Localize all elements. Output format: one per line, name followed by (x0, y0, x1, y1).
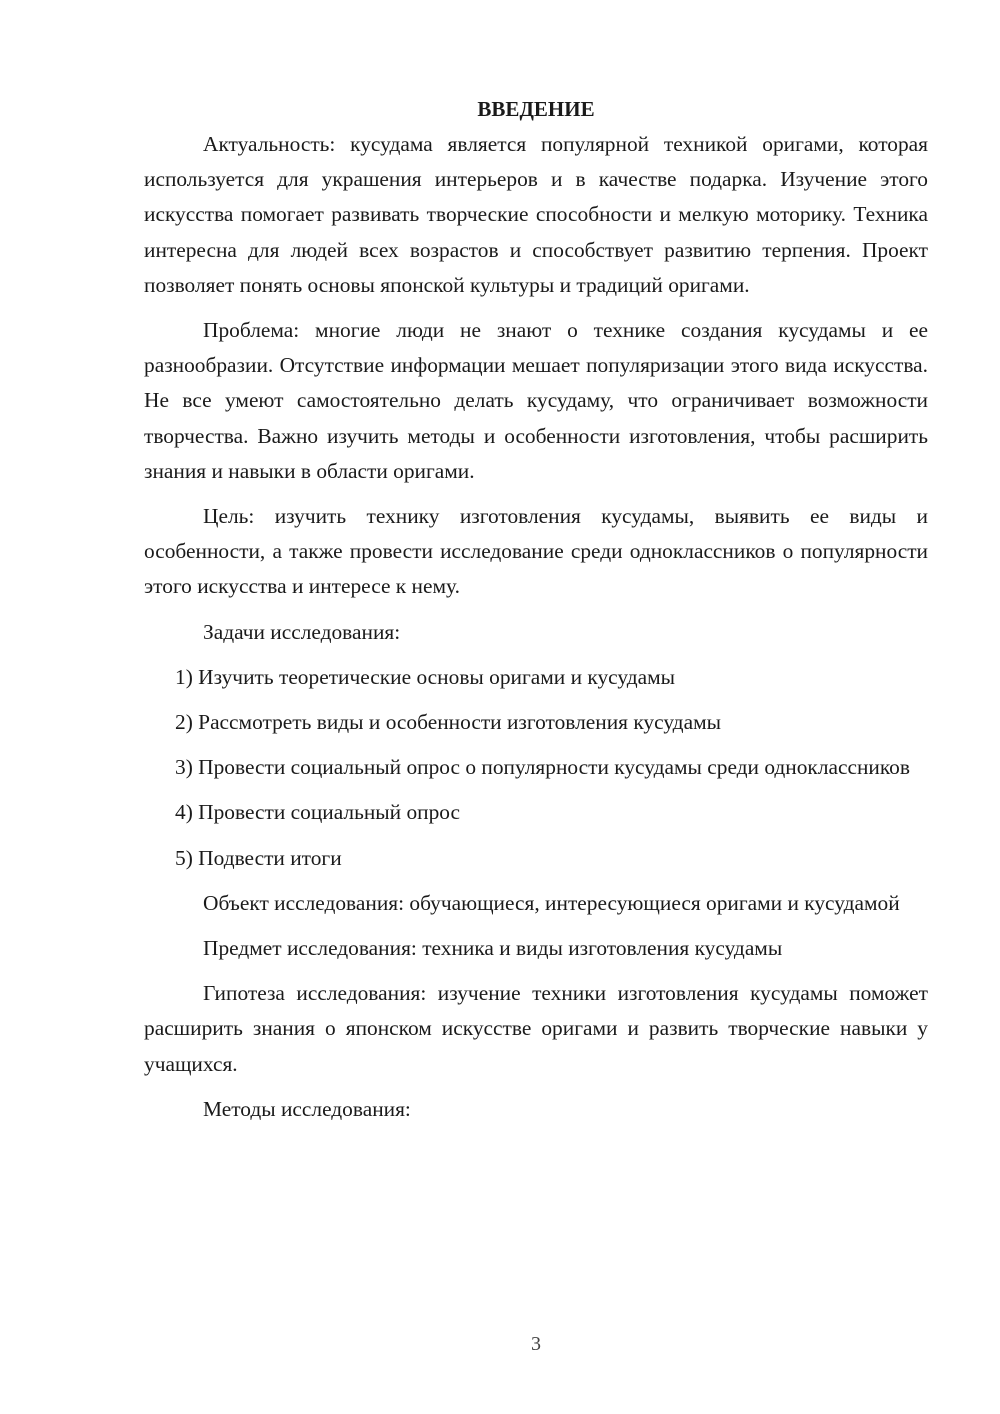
task-item-4: 4) Провести социальный опрос (175, 800, 461, 825)
page-title: ВВЕДЕНИЕ (477, 97, 595, 121)
task-item-5: 5) Подвести итоги (175, 845, 342, 870)
task-item-2: 2) Рассмотреть виды и особенности изготовления кусудамы (175, 710, 721, 735)
page-number: 3 (531, 1333, 541, 1355)
paragraph-hypothesis: Гипотеза исследования: изучение техники изготовления кусудамы поможет расширить знания о японском искусстве оригами и развить творческие навыки у учащихся. (144, 981, 928, 1076)
paragraph-subject: Предмет исследования: техника и виды изготовления кусудамы (203, 936, 783, 961)
task-item-1: 1) Изучить теоретические основы оригами и кусудамы (175, 664, 675, 689)
paragraph-problem: Проблема: многие люди не знают о технике создания кусудамы и ее разнообразии. Отсутствие информации мешает популяризации этого вида искусства. Не все умеют самостоятельно делать кусудаму, что ограничивает возможности творчества. Важно изучить методы и особенности изготовления, чтобы расширить знания и навыки в области оригами. (144, 318, 928, 483)
paragraph-tasks-heading: Задачи исследования: (203, 619, 401, 644)
paragraph-relevance: Актуальность: кусудама является популярной техникой оригами, которая используется для украшения интерьеров и в качестве подарка. Изучение этого искусства помогает развивать творческие способности и мелкую моторику. Техника интересна для людей всех возрастов и способствует развитию терпения. Проект позволяет понять основы японской культуры и традиций оригами. (144, 132, 928, 297)
paragraph-goal: Цель: изучить технику изготовления кусудамы, выявить ее виды и особенности, а также провести исследование среди одноклассников о популярности этого искусства и интересе к нему. (144, 504, 928, 599)
paragraph-methods: Методы исследования: (203, 1096, 411, 1121)
document-body (144, 92, 928, 1127)
task-item-3: 3) Провести социальный опрос о популярности кусудамы среди одноклассников (175, 755, 910, 780)
paragraph-object: Объект исследования: обучающиеся, интересующиеся оригами и кусудамой (203, 890, 900, 915)
